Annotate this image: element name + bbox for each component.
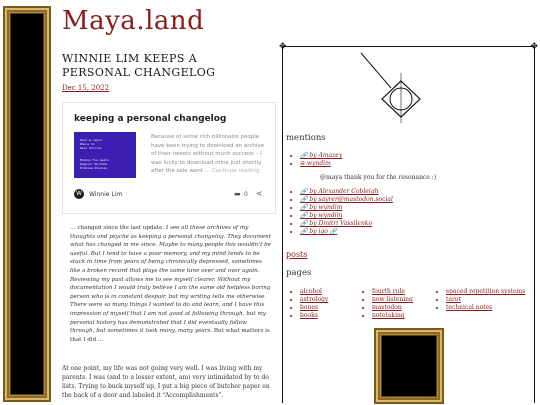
mention-link[interactable]: 🔗 by igo 🔗 — [300, 228, 338, 235]
link-preview-card[interactable] — [62, 102, 276, 214]
mention-link[interactable]: 🔗 by Alexander Cobleigh — [300, 188, 379, 195]
page-item — [372, 296, 413, 304]
mentions-list — [300, 152, 342, 168]
page-link[interactable]: technical notes — [446, 304, 493, 311]
share-icon[interactable]: < — [256, 189, 263, 198]
mention-item[interactable] — [300, 212, 393, 220]
comment-icon[interactable]: ▬ — [234, 190, 241, 198]
page-item — [446, 296, 525, 304]
quote-end: But what matters is that I did … — [70, 328, 270, 343]
page-item — [300, 288, 328, 296]
page-link[interactable]: now listening — [372, 296, 413, 303]
pages-list — [372, 288, 413, 320]
page-item — [300, 296, 328, 304]
mention-link[interactable]: 🔗 by wyndim — [300, 212, 343, 219]
mention-item[interactable] — [300, 196, 393, 204]
page-item — [446, 304, 525, 312]
ornament-illustration — [279, 43, 538, 163]
corner-ornament-icon: ✥ — [530, 42, 538, 52]
mention-message: @maya thank you for the resonance :) — [320, 174, 437, 181]
page-link[interactable]: mastodon — [372, 304, 402, 311]
continue-reading-link[interactable]: Continue reading — [211, 168, 260, 174]
quote-italic: I see all these archives of my thoughts and psyche as keeping a personal changelog. They document what has changed in me since. Maybe to many people this wouldn’t be useful. But I tend to have a poor memory, and my mind tends to be stuck in time from years of being chronically depressed, sometimes like a broken record that plays the same tune over and over again. Reviewing my past allows me to see myself clearer. Without my documentation I would truly believe I am the same old helpless boring person who is in constant despair, but my writing tells me otherwise. There were so many things I wanted to do and learn, and I have this impression of myself that I am not good at following through, but my personal history has demonstrated that I did eventually follow through, but sometimes it took many, many years. — [70, 225, 271, 335]
page-link[interactable]: astrology — [300, 296, 329, 303]
mention-link[interactable]: 🔗 by Dmitri Vassilenko — [300, 220, 373, 227]
pages-list — [300, 288, 328, 320]
wordpress-icon: W — [74, 189, 84, 199]
card-title[interactable]: keeping a personal changelog — [74, 114, 227, 124]
mention-item[interactable] — [300, 220, 393, 228]
thumb-text-bottom: Monday-Tue meets Regular Rhythms Problem Studies — [80, 158, 109, 170]
quote-start: … changed since the last update. — [70, 225, 165, 231]
mention-link[interactable]: 🔗 by sayrer@mastodon.social — [300, 196, 393, 203]
page-item — [372, 288, 413, 296]
page-link[interactable]: fourth rule — [372, 288, 405, 295]
page-item — [372, 312, 413, 320]
pages-heading: pages — [286, 268, 312, 278]
page-link[interactable]: books — [300, 312, 318, 319]
body-paragraph: At one point, my life was not going very well. I was living with my parents. I was (and to a lesser extent, am) very intimidated by to do lists. Trying to buck myself up, I put a big piece of butcher paper on the back of a door and labeled it “Accomplishments”. — [62, 365, 270, 399]
thumb-text-top: Dark & capsd Where to Real Stories — [80, 138, 102, 150]
post-title: WINNIE LIM KEEPS A PERSONAL CHANGELOG — [62, 52, 216, 79]
mentions-list — [300, 188, 393, 236]
site-title[interactable]: Maya.land — [62, 6, 205, 36]
page-link[interactable]: tarot — [446, 296, 461, 303]
ornate-frame-left — [3, 6, 51, 402]
post-date-link[interactable]: Dec 15, 2022 — [62, 84, 110, 92]
page-item — [300, 312, 328, 320]
card-thumbnail[interactable] — [74, 132, 136, 178]
page-link[interactable]: notetaking — [372, 312, 405, 319]
mention-item[interactable] — [300, 228, 393, 236]
posts-link[interactable]: posts — [286, 250, 308, 259]
pages-list — [446, 288, 525, 312]
mention-link[interactable]: 🔗 by wyndim — [300, 204, 343, 211]
card-excerpt-text: Because of some rich billionaire people have been trying to download an archive of their tweets without much success – I was lucky to download mine just shortly after the sale went … — [151, 134, 265, 174]
comment-count: 0 — [244, 191, 248, 198]
mention-link[interactable]: ⊖ wyndim — [300, 160, 331, 167]
page-link[interactable]: alcohol — [300, 288, 322, 295]
mention-item[interactable] — [300, 160, 342, 168]
page-item — [300, 304, 328, 312]
page-link[interactable]: bones — [300, 304, 318, 311]
card-excerpt — [151, 133, 269, 176]
mention-item[interactable] — [300, 204, 393, 212]
mention-item[interactable] — [300, 188, 393, 196]
mention-item[interactable] — [300, 152, 342, 160]
card-author[interactable]: Winnie Lim — [89, 191, 123, 198]
blockquote — [70, 224, 272, 344]
corner-ornament-icon: ✥ — [279, 42, 287, 52]
mentions-heading: mentions — [286, 133, 326, 143]
page-item — [446, 288, 525, 296]
mention-link[interactable]: 🔗 by Amazey — [300, 152, 343, 159]
page-link[interactable]: spaced repetition systems — [446, 288, 526, 295]
page-item — [372, 304, 413, 312]
